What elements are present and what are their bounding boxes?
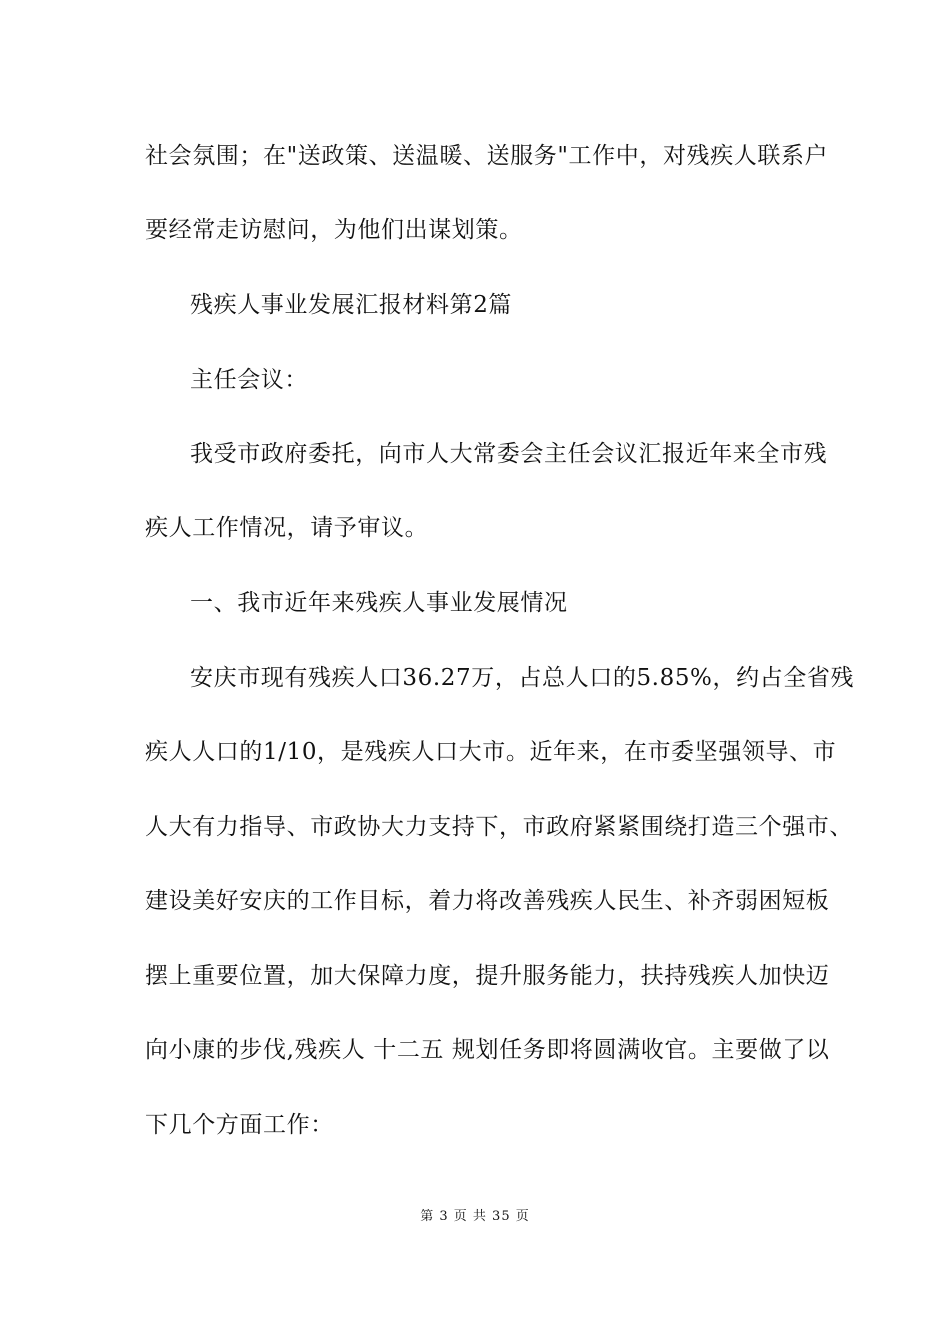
body-line: 建设美好安庆的工作目标，着力将改善残疾人民生、补齐弱困短板 — [145, 888, 830, 914]
section-title: 残疾人事业发展汇报材料第2篇 — [190, 292, 513, 318]
body-line: 要经常走访慰问，为他们出谋划策。 — [145, 217, 523, 243]
body-line: 向小康的步伐,残疾人 十二五 规划任务即将圆满收官。主要做了以 — [145, 1037, 830, 1063]
body-line: 人大有力指导、市政协大力支持下，市政府紧紧围绕打造三个强市、 — [145, 814, 853, 840]
body-line: 我受市政府委托，向市人大常委会主任会议汇报近年来全市残 — [190, 441, 828, 467]
body-line: 摆上重要位置，加大保障力度，提升服务能力，扶持残疾人加快迈 — [145, 963, 830, 989]
body-line: 疾人人口的1/10，是残疾人口大市。近年来，在市委坚强领导、市 — [145, 739, 837, 765]
page-number-footer: 第 3 页 共 35 页 — [420, 1209, 530, 1224]
salutation: 主任会议： — [190, 367, 308, 393]
body-line: 社会氛围；在"送政策、送温暖、送服务"工作中，对残疾人联系户 — [145, 143, 829, 169]
body-line: 安庆市现有残疾人口36.27万，占总人口的5.85%，约占全省残 — [190, 665, 855, 691]
body-line: 疾人工作情况，请予审议。 — [145, 515, 429, 541]
body-line: 下几个方面工作： — [145, 1112, 334, 1138]
subsection-heading: 一、我市近年来残疾人事业发展情况 — [190, 590, 568, 616]
